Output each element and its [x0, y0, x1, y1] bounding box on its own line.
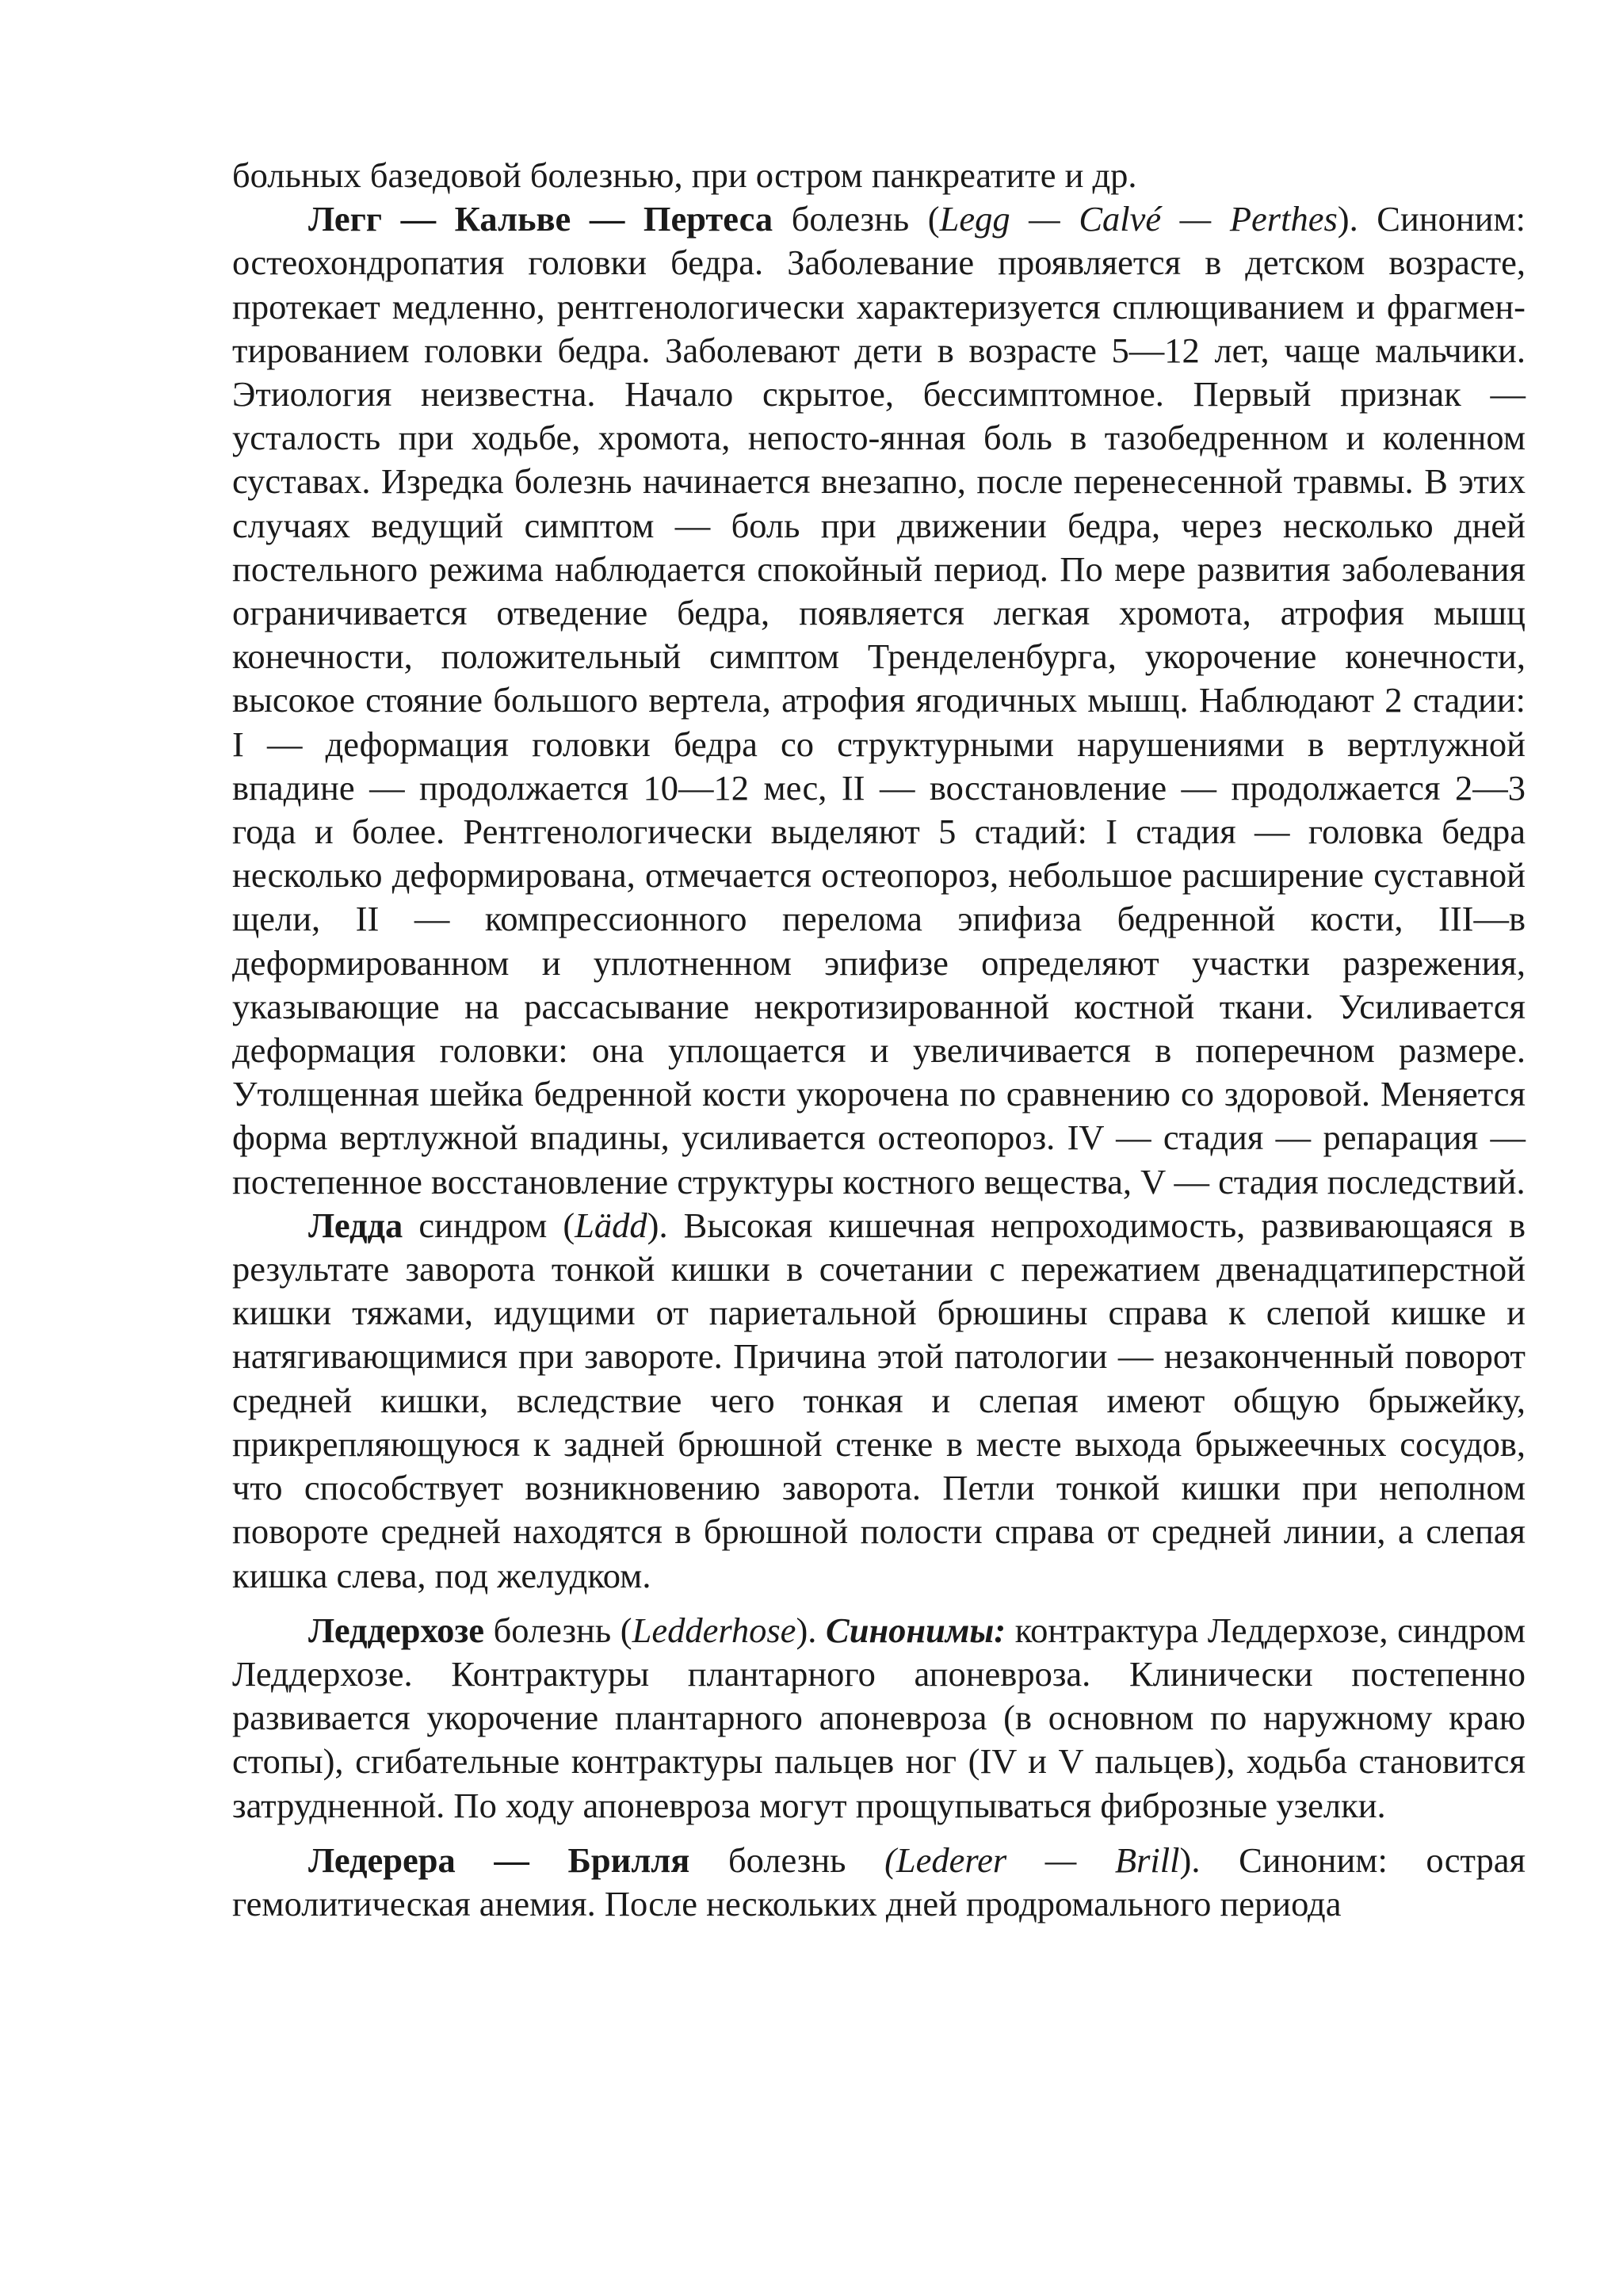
document-page	[232, 154, 1526, 1926]
entry-type: болезнь (	[483, 1610, 632, 1650]
entry-type: болезнь	[689, 1839, 885, 1880]
entry-type: синдром (	[403, 1205, 575, 1245]
entry-lederer-brill	[232, 1839, 1526, 1926]
entry-ledderhose	[232, 1609, 1526, 1828]
entry-latin-name: Legg — Calvé — Perthes	[939, 199, 1338, 239]
entry-term: Леддерхозе	[308, 1610, 484, 1650]
entry-separator: ).	[796, 1610, 827, 1650]
entry-description: ). Синоним: острая гемолитическая анемия. После нескольких дней продромального периода	[232, 1839, 1526, 1924]
entry-term: Ледерера — Брилля	[308, 1839, 690, 1880]
entry-term: Ледда	[308, 1205, 403, 1245]
entry-term: Легг — Кальве — Пертеса	[308, 199, 773, 239]
entry-ladd	[232, 1204, 1526, 1598]
entry-type: болезнь (	[773, 199, 940, 239]
paragraph-text: больных базедовой болезнью, при остром панкреатите и др.	[232, 155, 1137, 195]
entry-description: ). Высокая кишечная непроходимость, развивающаяся в результате заворота тонкой кишки в сочетании с пережатием двенадцатиперстной кишки тяжами, идущими от париетальной брюшины справа к слепой кишке и натягивающимися при завороте. Причина этой патологии — незаконченный поворот средней кишки, вследствие чего тонкая и слепая имеют общую брыжейку, прикрепляющуюся к задней брюшной стенке в месте выхода брыжеечных сосудов, что способствует возникновению заворота. Петли тонкой кишки при неполном повороте средней находятся в брюшной полости справа от средней линии, а слепая кишка слева, под желудком.	[232, 1205, 1526, 1595]
entry-latin-name: (Lederer — Brill	[884, 1839, 1180, 1880]
entry-legg-calve-perthes	[232, 197, 1526, 1204]
entry-latin-name: Ledderhose	[632, 1610, 796, 1650]
entry-description: ). Синоним: остеохондропатия головки бедра. Заболевание проявляется в детском возрасте, протекает медленно, рентгенологически характеризуется сплющиванием и фрагмен-тированием головки бедра. Заболевают дети в возрасте 5—12 лет, чаще мальчики. Этиология неизвестна. Начало скрытое, бессимптомное. Первый признак — усталость при ходьбе, хромота, непосто-янная боль в тазобедренном и коленном суставах. Изредка болезнь начинается внезапно, после перенесенной травмы. В этих случаях ведущий симптом — боль при движении бедра, через несколько дней постельного режима наблюдается спокойный период. По мере развития заболевания ограничивается отведение бедра, появляется легкая хромота, атрофия мышц конечности, положительный симптом Тренделенбурга, укорочение конечности, высокое стояние большого вертела, атрофия ягодичных мышц. Наблюдают 2 стадии: I — деформация головки бедра со структурными нарушениями в вертлужной впадине — продолжается 10—12 мес, II — восстановление — продолжается 2—3 года и более. Рентгенологически выделяют 5 стадий: I стадия — головка бедра несколько деформирована, отмечается остеопороз, небольшое расширение суставной щели, II — компрессионного перелома эпифиза бедренной кости, III—в деформированном и уплотненном эпифизе определяют участки разрежения, указывающие на рассасывание некротизированной костной ткани. Усиливается деформация головки: она уплощается и увеличивается в поперечном размере. Утолщенная шейка бедренной кости укорочена по сравнению со здоровой. Меняется форма вертлужной впадины, усиливается остеопороз. IV — стадия — репарация — постепенное восстановление структуры костного вещества, V — стадия последствий.	[232, 199, 1526, 1201]
entry-description: контрактура Леддерхозе, синдром Леддерхозе. Контрактуры плантарного апоневроза. Клинически постепенно развивается укорочение плантарного апоневроза (в основном по наружному краю стопы), сгибательные контрактуры пальцев ног (IV и V пальцев), ходьба становится затрудненной. По ходу апоневроза могут прощупываться фиброзные узелки.	[232, 1610, 1526, 1825]
synonyms-label: Синонимы:	[826, 1610, 1006, 1650]
paragraph-intro-continuation	[232, 154, 1526, 197]
entry-latin-name: Lädd	[575, 1205, 647, 1245]
